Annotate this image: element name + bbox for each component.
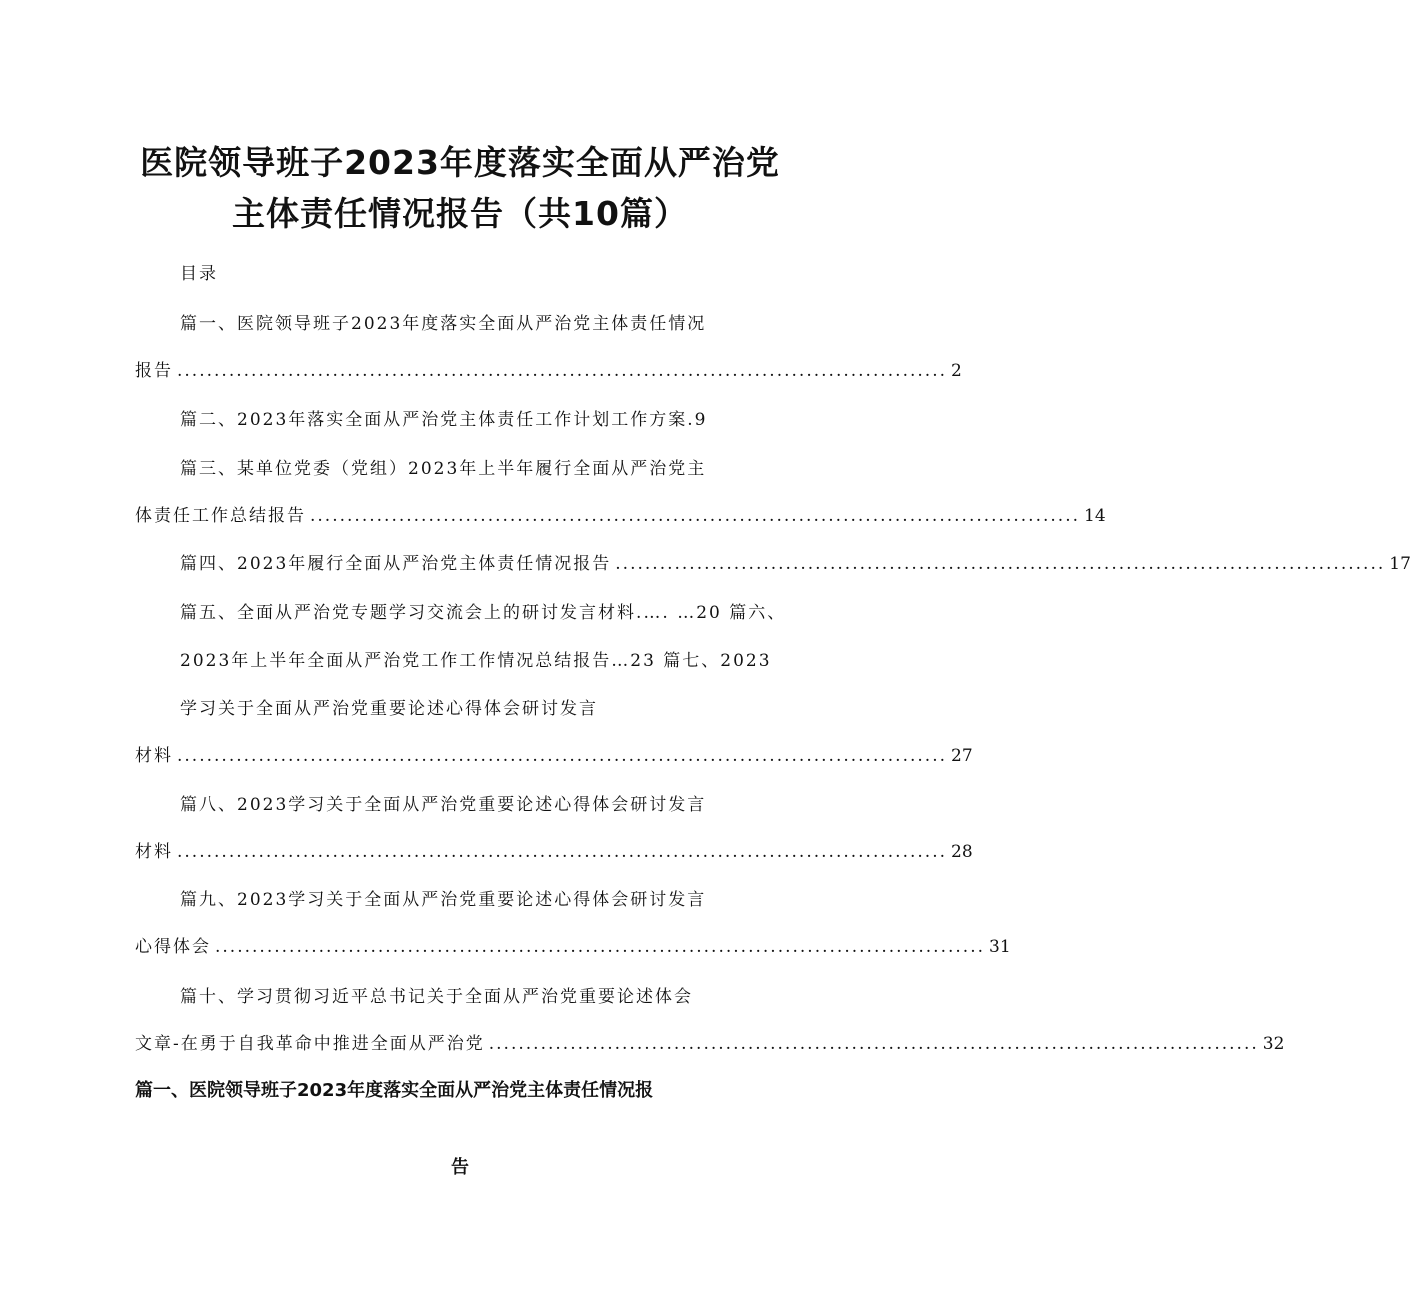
toc-entry-10-line2[interactable] [135,1033,1285,1055]
toc-entry-7-line2[interactable] [135,745,973,767]
toc-entry-6[interactable]: 2023年上半年全面从严治党工作工作情况总结报告…23 篇七、2023 [180,651,772,671]
toc-entry-5[interactable]: 篇五、全面从严治党专题学习交流会上的研讨发言材料.…. …20 篇六、 [180,603,787,623]
toc-entry-text: 材料 [135,842,173,862]
toc-page-number: 28 [951,842,973,862]
toc-entry-4[interactable] [180,553,1411,575]
dot-leader: ........................................................................................................ [310,506,1080,526]
toc-page-number: 2 [951,361,962,381]
toc-entry-3-line1[interactable]: 篇三、某单位党委（党组）2023年上半年履行全面从严治党主 [180,459,707,479]
toc-entry-1-line1[interactable]: 篇一、医院领导班子2023年度落实全面从严治党主体责任情况 [180,314,707,334]
section-heading: 篇一、医院领导班子2023年度落实全面从严治党主体责任情况报 [135,1080,654,1101]
toc-entry-8-line2[interactable] [135,841,973,863]
dot-leader: ........................................................................................................ [177,842,947,862]
document-title-line-1: 医院领导班子2023年度落实全面从严治党 [140,143,780,182]
toc-entry-3-line2[interactable] [135,505,1106,527]
toc-entry-7-line1[interactable]: 学习关于全面从严治党重要论述心得体会研讨发言 [180,699,598,719]
dot-leader: ........................................................................................................ [615,554,1386,574]
toc-page-number: 32 [1262,1034,1285,1054]
toc-page-number: 31 [989,937,1011,957]
dot-leader: ........................................................................................................ [488,1034,1259,1054]
toc-entry-8-line1[interactable]: 篇八、2023学习关于全面从严治党重要论述心得体会研讨发言 [180,795,707,815]
toc-entry-text: 材料 [135,746,173,766]
toc-entry-text: 体责任工作总结报告 [135,506,306,526]
dot-leader: ........................................................................................................ [215,937,985,957]
section-heading-continuation: 告 [451,1157,469,1178]
toc-entry-text: 文章-在勇于自我革命中推进全面从严治党 [135,1034,485,1054]
toc-entry-text: 心得体会 [135,937,211,957]
toc-heading: 目录 [180,264,218,284]
toc-entry-2[interactable]: 篇二、2023年落实全面从严治党主体责任工作计划工作方案.9 [180,410,708,430]
toc-page-number: 27 [951,746,973,766]
toc-entry-1-line2[interactable] [135,360,962,382]
toc-entry-9-line1[interactable]: 篇九、2023学习关于全面从严治党重要论述心得体会研讨发言 [180,890,707,910]
dot-leader: ........................................................................................................ [177,361,947,381]
toc-entry-9-line2[interactable] [135,936,1011,958]
toc-page-number: 17 [1389,554,1411,574]
toc-entry-10-line1[interactable]: 篇十、学习贯彻习近平总书记关于全面从严治党重要论述体会 [180,987,693,1007]
dot-leader: ........................................................................................................ [177,746,947,766]
document-title-line-2: 主体责任情况报告（共10篇） [232,194,688,233]
toc-entry-text: 报告 [135,361,173,381]
toc-page-number: 14 [1084,506,1106,526]
toc-entry-text: 篇四、2023年履行全面从严治党主体责任情况报告 [180,554,612,574]
